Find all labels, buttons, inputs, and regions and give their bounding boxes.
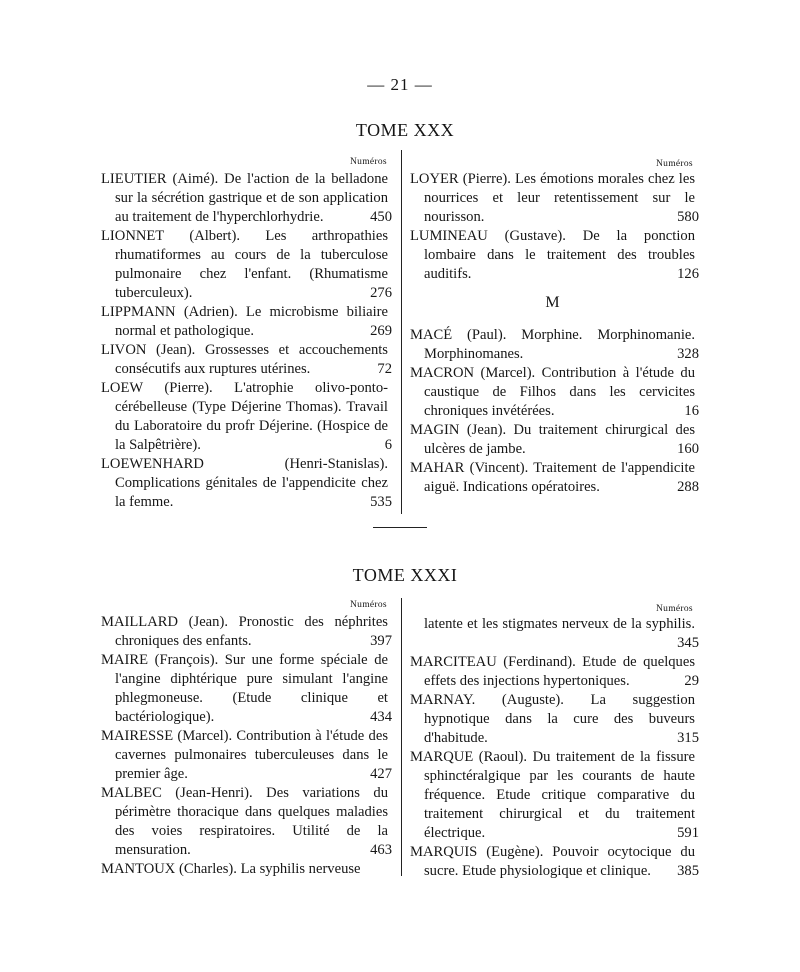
section-title-tome-xxxi: TOME XXXI [352,565,458,585]
entry-text: MACRON (Marcel). Contribution à l'étude du caustique de Filhos dans les cervicites chroniques invétérées. [410,365,695,419]
entry-text: MAILLARD (Jean). Pronostic des néphrites chroniques des enfants. [101,614,388,649]
numeros-header-right: Numéros [656,159,693,169]
index-entry [410,227,699,284]
index-entry [101,341,392,379]
entry-text: LIEUTIER (Aimé). De l'action de la belladone sur la sécrétion gastrique et de son application au traitement de l'hyperchlorhydrie. [101,171,388,225]
entry-text: LOYER (Pierre). Les émotions morales chez les nourrices et leur retentissement sur le nourisson. [410,171,695,225]
index-entry [410,421,699,459]
entry-text: LIPPMANN (Adrien). Le microbisme biliaire normal et pathologique. [101,304,388,339]
entry-number: 591 [677,825,699,841]
index-column-left-2 [101,613,392,879]
entry-text: MARNAY. (Auguste). La suggestion hypnotique dans la cure des buveurs d'habitude. [410,692,695,746]
column-divider-2 [401,598,402,876]
index-entry [101,379,392,455]
entry-number: 535 [370,494,392,510]
numeros-header-right-2: Numéros [656,604,693,614]
index-entry [101,727,392,784]
index-entry [410,615,699,653]
index-entry [101,303,392,341]
index-column-right [410,170,699,497]
entry-number: 385 [677,863,699,879]
entry-number: 276 [370,285,392,301]
entry-text: MAIRE (François). Sur une forme spéciale de l'angine diphtérique pure simulant l'angine phlegmoneuse. (Etude clinique et bactériologique). [101,652,388,725]
entry-text: MAGIN (Jean). Du traitement chirurgical des ulcères de jambe. [410,422,695,457]
entry-number: 160 [677,441,699,457]
index-column-left [101,170,392,512]
index-entry [410,170,699,227]
numeros-header-left-2: Numéros [350,600,387,610]
index-entry [101,860,388,879]
index-entry [410,843,699,881]
entry-text: MALBEC (Jean-Henri). Des variations du périmètre thoracique dans quelques maladies des voies respiratoires. Utilité de la mensuration. [101,785,388,858]
entry-text: MARQUIS (Eugène). Pouvoir ocytocique du sucre. Etude physiologique et clinique. [410,844,695,879]
entry-text: latente et les stigmates nerveux de la syphilis. [424,616,695,632]
index-entry [410,691,699,748]
entry-text: LIONNET (Albert). Les arthropathies rhumatiformes au cours de la tuberculose pulmonaire chez l'enfant. (Rhumatisme tuberculeux). [101,228,388,301]
index-entry [410,326,699,364]
entry-number: 315 [677,730,699,746]
entry-number: 6 [384,437,392,453]
page-number: — 21 — [367,75,433,94]
entry-number: 580 [677,209,699,225]
entry-text: LUMINEAU (Gustave). De la ponction lombaire dans le traitement des troubles auditifs. [410,228,695,282]
entry-text: LIVON (Jean). Grossesses et accouchements consécutifs aux ruptures utérines. [101,342,388,377]
entry-number: 288 [677,479,699,495]
entry-text: MAHAR (Vincent). Traitement de l'appendicite aiguë. Indications opératoires. [410,460,695,495]
column-divider [401,150,402,514]
index-entry [410,364,699,421]
index-column-right-2 [410,615,699,881]
entry-text: MACÉ (Paul). Morphine. Morphinomanie. Morphinomanes. [410,327,695,362]
entry-number: 450 [370,209,392,225]
entry-number: 269 [370,323,392,339]
entry-number: 434 [370,709,392,725]
entry-text: MANTOUX (Charles). La syphilis nerveuse [101,861,361,877]
numeros-header-left: Numéros [350,157,387,167]
index-entry [101,227,392,303]
entry-number: 345 [677,635,699,651]
entry-number: 328 [677,346,699,362]
entry-number: 126 [677,266,699,282]
section-title-tome-xxx: TOME XXX [355,120,455,140]
index-entry [101,455,392,512]
entry-number: 72 [377,361,392,377]
entry-text: LOEW (Pierre). L'atrophie olivo-ponto-cérébelleuse (Type Déjerine Thomas). Travail du Laboratoire du profr Déjerine. (Hospice de la Salpêtrière). [101,380,388,453]
letter-heading: M [545,294,560,311]
entry-number: 16 [684,403,699,419]
entry-text: MARCITEAU (Ferdinand). Etude de quelques effets des injections hypertoniques. [410,654,695,689]
index-entry [410,748,699,843]
entry-text: MARQUE (Raoul). Du traitement de la fissure sphinctéralgique par les courants de haute fréquence. Etude critique comparative du traitement chirurgical et du traitement électrique. [410,749,695,841]
entry-number: 397 [370,633,392,649]
index-entry [101,613,392,651]
index-entry [101,784,392,860]
section-separator [373,527,427,528]
index-entry [101,651,392,727]
entry-text: MAIRESSE (Marcel). Contribution à l'étude des cavernes pulmonaires tuberculeuses dans le premier âge. [101,728,388,782]
index-entry [101,170,392,227]
entry-number: 427 [370,766,392,782]
entry-number: 29 [684,673,699,689]
entry-text: LOEWENHARD (Henri-Stanislas). Complications génitales de l'appendicite chez la femme. [101,456,388,510]
index-entry [410,459,699,497]
entry-number: 463 [370,842,392,858]
index-entry [410,653,699,691]
